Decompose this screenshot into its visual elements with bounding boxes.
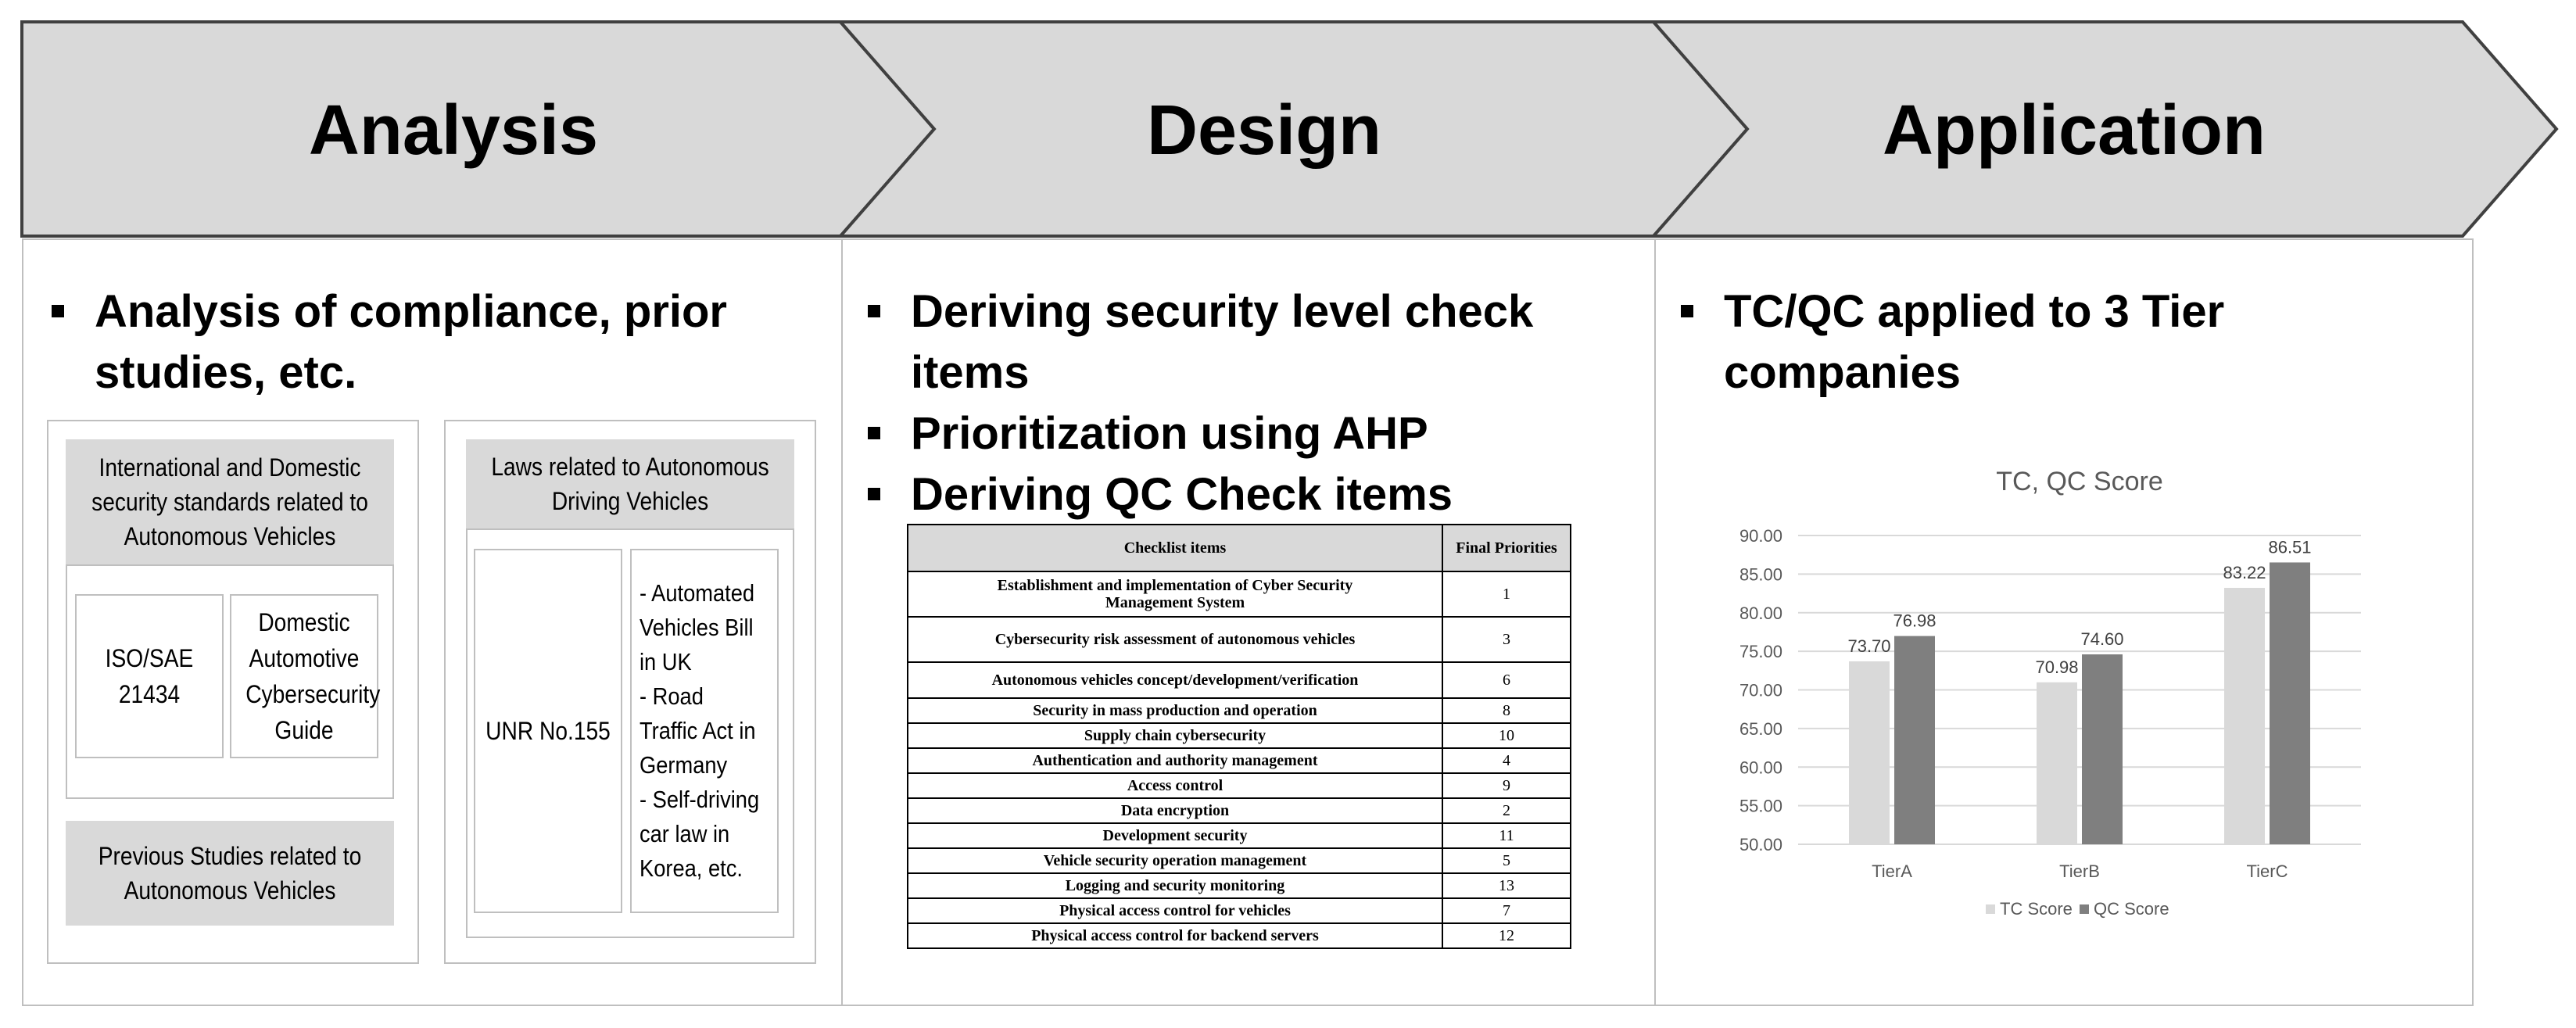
checklist-priority: 4 xyxy=(1442,748,1571,773)
checklist-item: Data encryption xyxy=(908,798,1442,823)
stage-title-analysis: Analysis xyxy=(308,91,599,170)
table-header-row xyxy=(908,525,1571,571)
table-row xyxy=(908,723,1571,748)
bar-qc-score xyxy=(2270,562,2310,844)
checklist-item: Security in mass production and operation xyxy=(908,698,1442,723)
checklist-table xyxy=(907,524,1571,949)
application-bullets xyxy=(1681,281,2455,403)
bar-tc-score xyxy=(2037,682,2077,844)
design-bullet: Prioritization using AHP xyxy=(868,403,1657,464)
standards-box-title: International and Domestic security standards related to Autonomous Vehicles xyxy=(66,439,394,564)
application-bullet: TC/QC applied to 3 Tier companies xyxy=(1681,281,2455,403)
checklist-priority: 7 xyxy=(1442,898,1571,923)
law-unr-155: UNR No.155 xyxy=(474,549,622,913)
table-row xyxy=(908,823,1571,848)
standard-iso-21434: ISO/SAE 21434 xyxy=(75,594,224,758)
legend-label: QC Score xyxy=(2094,899,2169,919)
stage-title-design: Design xyxy=(1146,91,1382,170)
design-bullet: Deriving QC Check items xyxy=(868,464,1657,525)
table-row xyxy=(908,662,1571,698)
checklist-priority: 6 xyxy=(1442,662,1571,698)
y-tick-label: 75.00 xyxy=(1739,642,1782,662)
y-tick-label: 55.00 xyxy=(1739,796,1782,816)
stage-chevrons xyxy=(0,0,2576,242)
checklist-item: Authentication and authority management xyxy=(908,748,1442,773)
checklist-priority: 3 xyxy=(1442,617,1571,662)
table-row xyxy=(908,923,1571,948)
checklist-item: Development security xyxy=(908,823,1442,848)
analysis-bullet: Analysis of compliance, prior studies, etc. xyxy=(52,281,826,403)
checklist-priority: 2 xyxy=(1442,798,1571,823)
checklist-item: Vehicle security operation management xyxy=(908,848,1442,873)
header-checklist-items: Checklist items xyxy=(908,525,1442,571)
bar-qc-score xyxy=(2082,654,2123,844)
header-final-priorities: Final Priorities xyxy=(1442,525,1571,571)
table-row xyxy=(908,698,1571,723)
table-row xyxy=(908,773,1571,798)
law-list: - Automated Vehicles Bill in UK - Road Traffic Act in Germany - Self-driving car law in Korea, etc. xyxy=(630,549,779,913)
checklist-priority: 5 xyxy=(1442,848,1571,873)
y-tick-label: 90.00 xyxy=(1739,526,1782,546)
table-row xyxy=(908,617,1571,662)
checklist-priority: 10 xyxy=(1442,723,1571,748)
checklist-item: Logging and security monitoring xyxy=(908,873,1442,898)
y-tick-label: 60.00 xyxy=(1739,758,1782,778)
x-tick-label: TierB xyxy=(2059,861,2100,881)
design-bullet: Deriving security level check items xyxy=(868,281,1657,403)
checklist-priority: 1 xyxy=(1442,571,1571,617)
x-tick-label: TierA xyxy=(1872,861,1912,881)
table-row xyxy=(908,898,1571,923)
checklist-item: Physical access control for vehicles xyxy=(908,898,1442,923)
table-row xyxy=(908,848,1571,873)
y-tick-label: 85.00 xyxy=(1739,564,1782,585)
tc-qc-score-chart xyxy=(1689,453,2392,938)
bar-tc-score xyxy=(2224,588,2265,844)
checklist-priority: 13 xyxy=(1442,873,1571,898)
checklist-item: Establishment and implementation of Cyber Security Management System xyxy=(908,571,1442,617)
checklist-item: Access control xyxy=(908,773,1442,798)
data-label: 86.51 xyxy=(2268,537,2312,557)
data-label: 83.22 xyxy=(2223,562,2266,582)
x-tick-label: TierC xyxy=(2246,861,2288,881)
data-label: 70.98 xyxy=(2035,657,2079,677)
data-label: 74.60 xyxy=(2080,629,2124,650)
checklist-priority: 9 xyxy=(1442,773,1571,798)
table-row xyxy=(908,873,1571,898)
table-row xyxy=(908,798,1571,823)
legend-swatch xyxy=(2080,904,2089,914)
y-tick-label: 70.00 xyxy=(1739,680,1782,700)
checklist-item: Autonomous vehicles concept/development/verification xyxy=(908,662,1442,698)
chart-title: TC, QC Score xyxy=(1996,467,2163,496)
bar-qc-score xyxy=(1894,636,1935,844)
y-tick-label: 50.00 xyxy=(1739,835,1782,854)
stage-title-application: Application xyxy=(1883,91,2266,170)
checklist-priority: 11 xyxy=(1442,823,1571,848)
data-label: 73.70 xyxy=(1847,636,1891,656)
data-label: 76.98 xyxy=(1893,611,1936,631)
checklist-priority: 8 xyxy=(1442,698,1571,723)
analysis-bullets xyxy=(52,281,826,403)
legend-swatch xyxy=(1986,904,1995,914)
checklist-item: Cybersecurity risk assessment of autonomous vehicles xyxy=(908,617,1442,662)
table-row xyxy=(908,571,1571,617)
standard-domestic-guide: Domestic Automotive Cybersecurity Guide xyxy=(230,594,378,758)
checklist-item: Physical access control for backend servers xyxy=(908,923,1442,948)
legend-label: TC Score xyxy=(2000,899,2073,919)
laws-box-title: Laws related to Autonomous Driving Vehicles xyxy=(466,439,794,528)
y-tick-label: 65.00 xyxy=(1739,718,1782,739)
checklist-item: Supply chain cybersecurity xyxy=(908,723,1442,748)
checklist-body xyxy=(908,571,1571,948)
previous-studies-box: Previous Studies related to Autonomous Vehicles xyxy=(66,821,394,926)
checklist-priority: 12 xyxy=(1442,923,1571,948)
y-tick-label: 80.00 xyxy=(1739,603,1782,623)
bar-tc-score xyxy=(1849,661,1890,844)
design-bullets xyxy=(868,281,1657,525)
table-row xyxy=(908,748,1571,773)
